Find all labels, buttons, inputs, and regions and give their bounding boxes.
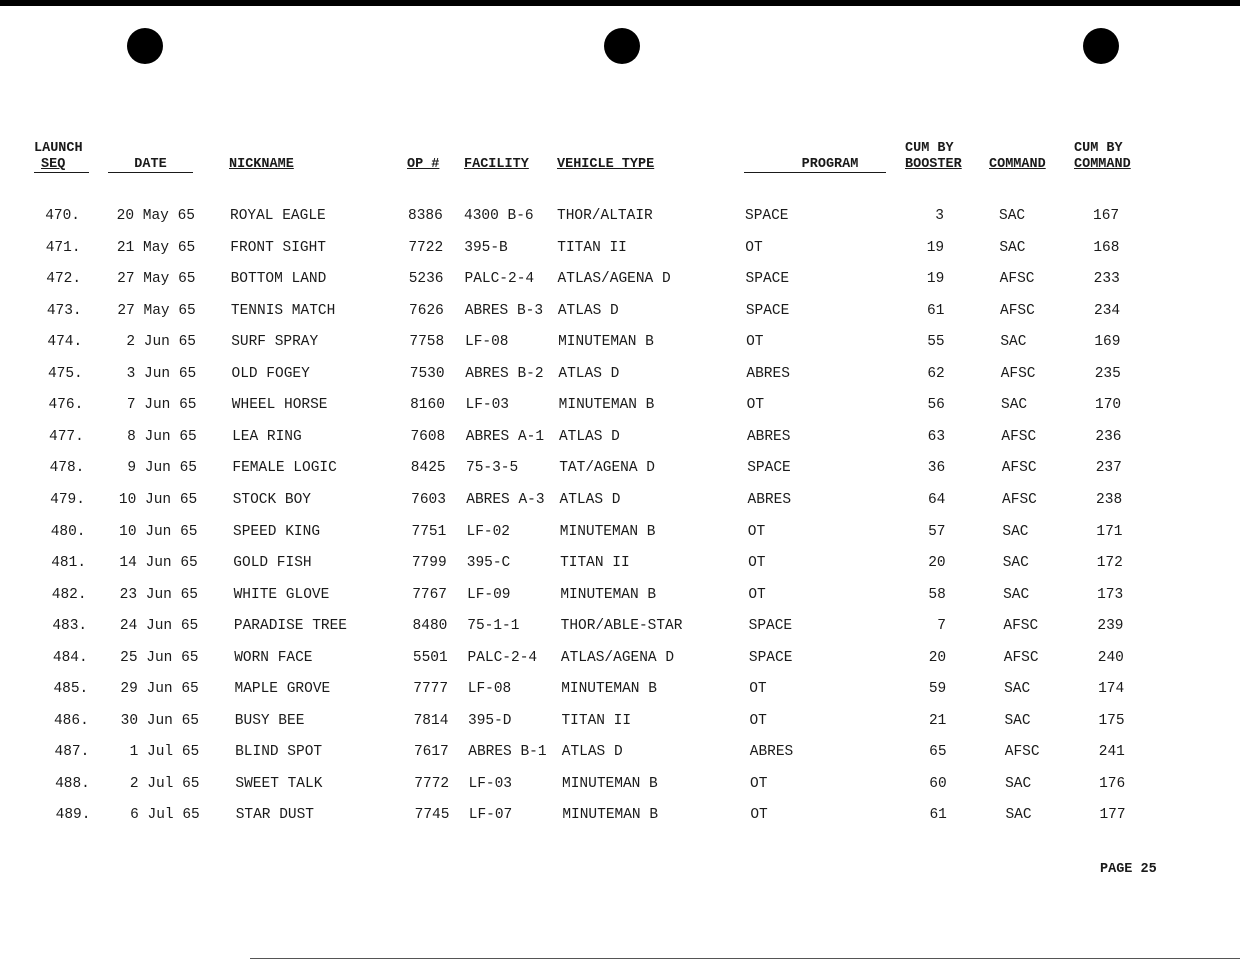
cell-program: ABRES	[747, 491, 792, 508]
header-rule-program	[744, 172, 886, 173]
header-nickname-label: NICKNAME	[229, 157, 294, 172]
cell-cum-booster: 63	[927, 428, 946, 445]
cell-facility: LF-08	[465, 334, 509, 351]
cell-facility: LF-07	[468, 807, 513, 824]
cell-op-number: 7767	[412, 586, 447, 603]
cell-date: 23 Jun 65	[119, 586, 198, 603]
cell-op-number: 7745	[414, 807, 450, 824]
cell-vehicle-type: MINUTEMAN B	[562, 807, 659, 824]
cell-launch-seq: 481.	[51, 555, 87, 572]
cell-op-number: 7608	[410, 428, 446, 445]
cell-cum-booster: 60	[929, 775, 947, 792]
cell-cum-booster: 61	[927, 302, 945, 319]
bottom-scan-line	[250, 958, 1240, 959]
table-row	[0, 396, 1240, 416]
cell-nickname: SWEET TALK	[235, 775, 323, 792]
cell-vehicle-type: TITAN II	[561, 712, 632, 729]
cell-command: SAC	[999, 208, 1026, 224]
header-cum-command-line2: COMMAND	[1074, 157, 1131, 172]
cell-program: SPACE	[745, 271, 790, 288]
header-launch-seq-line2: SEQ	[41, 157, 66, 172]
cell-vehicle-type: THOR/ABLE-STAR	[560, 618, 683, 635]
cell-launch-seq: 487.	[54, 744, 90, 761]
cell-nickname: WORN FACE	[234, 649, 313, 666]
punch-hole-center	[604, 28, 640, 64]
cell-vehicle-type: MINUTEMAN B	[561, 681, 657, 698]
cell-date: 27 May 65	[117, 271, 196, 288]
cell-cum-command: 169	[1094, 334, 1121, 351]
table-row	[0, 207, 1240, 227]
cell-command: SAC	[1005, 807, 1032, 824]
cell-cum-command: 172	[1096, 555, 1123, 572]
cell-nickname: LEA RING	[232, 428, 302, 445]
cell-vehicle-type: MINUTEMAN B	[559, 523, 656, 540]
cell-cum-booster: 57	[928, 523, 946, 540]
cell-date: 2 Jul 65	[129, 775, 200, 792]
cell-launch-seq: 482.	[51, 586, 87, 603]
header-op	[407, 157, 439, 173]
cell-op-number: 7751	[411, 523, 447, 540]
cell-launch-seq: 476.	[48, 397, 84, 414]
cell-facility: ABRES A-3	[466, 491, 545, 508]
cell-cum-command: 168	[1093, 239, 1120, 256]
cell-nickname: PARADISE TREE	[233, 618, 348, 635]
cell-facility: ABRES B-2	[465, 365, 544, 382]
table-row	[0, 649, 1240, 669]
cell-cum-command: 173	[1097, 586, 1124, 603]
cell-launch-seq: 484.	[52, 649, 88, 666]
table-row	[0, 459, 1240, 479]
cell-cum-command: 238	[1096, 491, 1123, 508]
table-row	[0, 333, 1240, 353]
cell-cum-booster: 55	[927, 334, 945, 351]
cell-date: 1 Jul 65	[129, 744, 200, 761]
cell-facility: PALC-2-4	[464, 271, 535, 288]
cell-date: 10 Jun 65	[119, 523, 198, 540]
cell-nickname: OLD FOGEY	[231, 365, 310, 382]
cell-launch-seq: 488.	[55, 775, 90, 792]
cell-cum-command: 240	[1097, 649, 1124, 666]
table-row	[0, 806, 1240, 826]
cell-program: SPACE	[745, 208, 789, 224]
cell-facility: LF-09	[467, 586, 511, 603]
cell-nickname: WHITE GLOVE	[233, 586, 330, 603]
cell-nickname: WHEEL HORSE	[231, 397, 328, 414]
punch-hole-right	[1083, 28, 1119, 64]
cell-cum-booster: 20	[928, 649, 947, 666]
cell-op-number: 7626	[409, 302, 444, 319]
table-row	[0, 554, 1240, 574]
header-vehicle-type-label: VEHICLE TYPE	[557, 157, 655, 172]
cell-cum-booster: 36	[927, 460, 946, 477]
cell-vehicle-type: TITAN II	[557, 239, 627, 256]
header-date-label: DATE	[134, 157, 167, 172]
table-row	[0, 617, 1240, 637]
cell-op-number: 7603	[411, 491, 446, 508]
cell-facility: ABRES B-1	[468, 744, 547, 761]
cell-cum-command: 237	[1095, 460, 1122, 477]
header-cum-booster-line2: BOOSTER	[905, 157, 962, 172]
cell-command: AFSC	[1003, 649, 1039, 666]
cell-command: AFSC	[1004, 744, 1040, 761]
header-rule-seq	[34, 172, 89, 173]
cell-facility: LF-03	[465, 397, 510, 414]
cell-cum-booster: 21	[928, 712, 947, 729]
cell-nickname: ROYAL EAGLE	[230, 208, 326, 224]
cell-vehicle-type: ATLAS D	[558, 365, 620, 382]
cell-facility: 4300 B-6	[464, 208, 534, 224]
table-row	[0, 586, 1240, 606]
cell-launch-seq: 472.	[46, 271, 82, 288]
cell-vehicle-type: ATLAS D	[558, 428, 620, 445]
cell-program: ABRES	[746, 428, 791, 445]
cell-date: 3 Jun 65	[126, 365, 197, 382]
cell-op-number: 7814	[413, 712, 449, 729]
cell-date: 25 Jun 65	[120, 649, 199, 666]
cell-facility: 75-3-5	[466, 460, 519, 477]
cell-command: SAC	[1000, 334, 1027, 351]
cell-cum-booster: 19	[926, 271, 945, 288]
header-nickname	[229, 157, 294, 173]
cell-vehicle-type: MINUTEMAN B	[560, 586, 657, 603]
cell-launch-seq: 478.	[49, 460, 85, 477]
cell-command: AFSC	[999, 271, 1035, 288]
cell-date: 6 Jul 65	[130, 807, 200, 824]
cell-vehicle-type: TITAN II	[560, 555, 630, 572]
cell-program: SPACE	[748, 618, 793, 635]
header-cum-command-line1: CUM BY	[1074, 141, 1123, 156]
cell-date: 27 May 65	[117, 302, 196, 319]
cell-vehicle-type: ATLAS/AGENA D	[560, 649, 675, 666]
table-row	[0, 302, 1240, 322]
cell-cum-command: 175	[1098, 712, 1125, 729]
cell-command: SAC	[1002, 523, 1029, 540]
cell-vehicle-type: MINUTEMAN B	[558, 397, 655, 414]
table-row	[0, 491, 1240, 511]
cell-date: 24 Jun 65	[119, 618, 199, 635]
cell-command: SAC	[1001, 397, 1028, 414]
cell-date: 8 Jun 65	[127, 428, 197, 445]
cell-cum-command: 234	[1094, 302, 1121, 319]
cell-program: OT	[746, 334, 764, 351]
cell-date: 7 Jun 65	[126, 397, 197, 414]
cell-program: SPACE	[745, 302, 790, 319]
header-cum-booster	[905, 141, 962, 173]
header-facility-label: FACILITY	[464, 157, 529, 172]
cell-launch-seq: 474.	[47, 334, 83, 351]
cell-date: 30 Jun 65	[120, 712, 199, 729]
cell-vehicle-type: THOR/ALTAIR	[557, 208, 653, 224]
cell-op-number: 7799	[411, 555, 447, 572]
top-border	[0, 0, 1240, 6]
cell-cum-command: 176	[1099, 775, 1126, 792]
cell-date: 29 Jun 65	[120, 681, 199, 698]
cell-cum-booster: 20	[928, 555, 946, 572]
cell-cum-command: 171	[1096, 523, 1123, 540]
header-program-label: PROGRAM	[801, 157, 859, 172]
cell-launch-seq: 486.	[53, 712, 89, 729]
cell-vehicle-type: TAT/AGENA D	[559, 460, 655, 477]
cell-vehicle-type: MINUTEMAN B	[562, 775, 658, 792]
cell-cum-command: 236	[1095, 428, 1122, 445]
cell-vehicle-type: ATLAS D	[557, 302, 619, 319]
cell-facility: ABRES A-1	[465, 428, 545, 445]
cell-cum-command: 241	[1098, 744, 1125, 761]
cell-nickname: BOTTOM LAND	[230, 271, 327, 288]
cell-command: AFSC	[1001, 428, 1037, 445]
cell-op-number: 7772	[414, 775, 450, 792]
cell-op-number: 5501	[412, 649, 448, 666]
cell-op-number: 7617	[413, 744, 449, 761]
cell-date: 9 Jun 65	[127, 460, 197, 477]
cell-program: SPACE	[748, 649, 793, 666]
header-launch-seq	[34, 141, 83, 173]
cell-cum-command: 177	[1099, 807, 1126, 824]
cell-nickname: GOLD FISH	[233, 555, 312, 572]
cell-nickname: MAPLE GROVE	[234, 681, 331, 698]
table-row	[0, 743, 1240, 763]
cell-program: OT	[749, 681, 767, 698]
cell-cum-command: 239	[1097, 618, 1124, 635]
cell-cum-booster: 3	[935, 208, 944, 224]
cell-cum-command: 235	[1094, 365, 1121, 382]
cell-op-number: 8386	[408, 208, 443, 224]
cell-facility: LF-03	[468, 775, 513, 792]
cell-command: SAC	[1003, 586, 1030, 603]
cell-date: 10 Jun 65	[118, 491, 198, 508]
cell-cum-booster: 62	[927, 365, 945, 382]
cell-launch-seq: 480.	[50, 523, 86, 540]
cell-program: OT	[748, 555, 766, 572]
cell-program: OT	[745, 239, 763, 256]
cell-cum-booster: 56	[927, 397, 945, 414]
cell-facility: ABRES B-3	[464, 302, 544, 319]
header-command-label: COMMAND	[989, 157, 1046, 172]
cell-nickname: FRONT SIGHT	[230, 239, 327, 256]
cell-facility: 75-1-1	[467, 618, 520, 635]
cell-nickname: STAR DUST	[235, 807, 315, 824]
header-command	[989, 157, 1046, 173]
cell-command: SAC	[999, 239, 1026, 256]
table-row	[0, 239, 1240, 259]
cell-date: 14 Jun 65	[119, 555, 198, 572]
cell-vehicle-type: ATLAS D	[559, 491, 621, 508]
cell-op-number: 7777	[413, 681, 449, 698]
cell-facility: LF-08	[467, 681, 512, 698]
header-op-label: OP #	[407, 157, 440, 172]
table-row	[0, 365, 1240, 385]
cell-nickname: TENNIS MATCH	[230, 302, 336, 319]
cell-date: 2 Jun 65	[126, 334, 196, 351]
cell-command: AFSC	[1002, 491, 1037, 508]
cell-launch-seq: 477.	[49, 428, 84, 445]
cell-command: SAC	[1004, 681, 1031, 698]
table-row	[0, 775, 1240, 795]
cell-program: OT	[749, 712, 767, 729]
cell-command: AFSC	[1000, 302, 1035, 319]
cell-facility: 395-D	[468, 712, 512, 729]
cell-launch-seq: 489.	[55, 807, 91, 824]
cell-launch-seq: 475.	[47, 365, 83, 382]
cell-cum-booster: 61	[929, 807, 947, 824]
cell-program: ABRES	[746, 365, 790, 382]
cell-nickname: BUSY BEE	[234, 712, 305, 729]
cell-launch-seq: 485.	[53, 681, 89, 698]
cell-cum-command: 233	[1093, 271, 1120, 288]
cell-nickname: STOCK BOY	[232, 491, 312, 508]
page-number: PAGE 25	[1100, 862, 1157, 877]
cell-nickname: BLIND SPOT	[235, 744, 323, 761]
cell-op-number: 7758	[409, 334, 445, 351]
cell-command: SAC	[1002, 555, 1029, 572]
cell-program: OT	[748, 586, 766, 603]
header-vehicle-type	[557, 157, 654, 173]
cell-vehicle-type: ATLAS D	[561, 744, 623, 761]
cell-launch-seq: 470.	[45, 208, 80, 224]
table-row	[0, 680, 1240, 700]
cell-cum-booster: 64	[927, 491, 946, 508]
cell-program: OT	[750, 807, 768, 824]
cell-program: OT	[750, 775, 768, 792]
cell-launch-seq: 479.	[50, 491, 85, 508]
cell-op-number: 8480	[412, 618, 448, 635]
cell-program: OT	[747, 523, 766, 540]
cell-cum-command: 170	[1095, 397, 1122, 414]
table-row	[0, 270, 1240, 290]
cell-cum-command: 174	[1098, 681, 1125, 698]
table-row	[0, 712, 1240, 732]
cell-cum-booster: 58	[928, 586, 946, 603]
cell-launch-seq: 471.	[45, 239, 81, 256]
cell-op-number: 5236	[408, 271, 444, 288]
cell-command: AFSC	[1001, 460, 1037, 477]
table-row	[0, 428, 1240, 448]
cell-op-number: 8160	[410, 397, 445, 414]
cell-cum-booster: 65	[929, 744, 947, 761]
cell-command: AFSC	[1000, 365, 1036, 382]
cell-op-number: 8425	[410, 460, 446, 477]
header-date	[108, 157, 193, 173]
cell-cum-command: 167	[1093, 208, 1120, 224]
cell-nickname: SURF SPRAY	[231, 334, 319, 351]
cell-nickname: SPEED KING	[233, 523, 321, 540]
cell-program: SPACE	[747, 460, 791, 477]
cell-program: OT	[746, 397, 765, 414]
cell-cum-booster: 19	[926, 239, 945, 256]
cell-launch-seq: 483.	[52, 618, 88, 635]
header-program	[744, 157, 886, 173]
cell-facility: LF-02	[466, 523, 511, 540]
cell-facility: 395-C	[466, 555, 511, 572]
header-launch-seq-line1: LAUNCH	[34, 141, 83, 156]
cell-facility: PALC-2-4	[467, 649, 538, 666]
header-cum-booster-line1: CUM BY	[905, 141, 954, 156]
punch-hole-left	[127, 28, 163, 64]
header-cum-command	[1074, 141, 1131, 173]
cell-launch-seq: 473.	[46, 302, 82, 319]
cell-date: 21 May 65	[116, 239, 196, 256]
cell-program: ABRES	[749, 744, 794, 761]
cell-op-number: 7722	[408, 239, 444, 256]
cell-command: SAC	[1004, 712, 1031, 729]
cell-vehicle-type: ATLAS/AGENA D	[557, 271, 671, 288]
cell-facility: 395-B	[464, 239, 508, 256]
cell-command: AFSC	[1003, 618, 1039, 635]
cell-nickname: FEMALE LOGIC	[232, 460, 337, 477]
header-facility	[464, 157, 529, 173]
table-row	[0, 523, 1240, 543]
header-rule-date	[108, 172, 193, 173]
cell-cum-booster: 7	[937, 618, 946, 635]
cell-op-number: 7530	[409, 365, 445, 382]
cell-date: 20 May 65	[116, 208, 195, 224]
cell-vehicle-type: MINUTEMAN B	[558, 334, 654, 351]
cell-command: SAC	[1005, 775, 1032, 792]
cell-cum-booster: 59	[928, 681, 947, 698]
